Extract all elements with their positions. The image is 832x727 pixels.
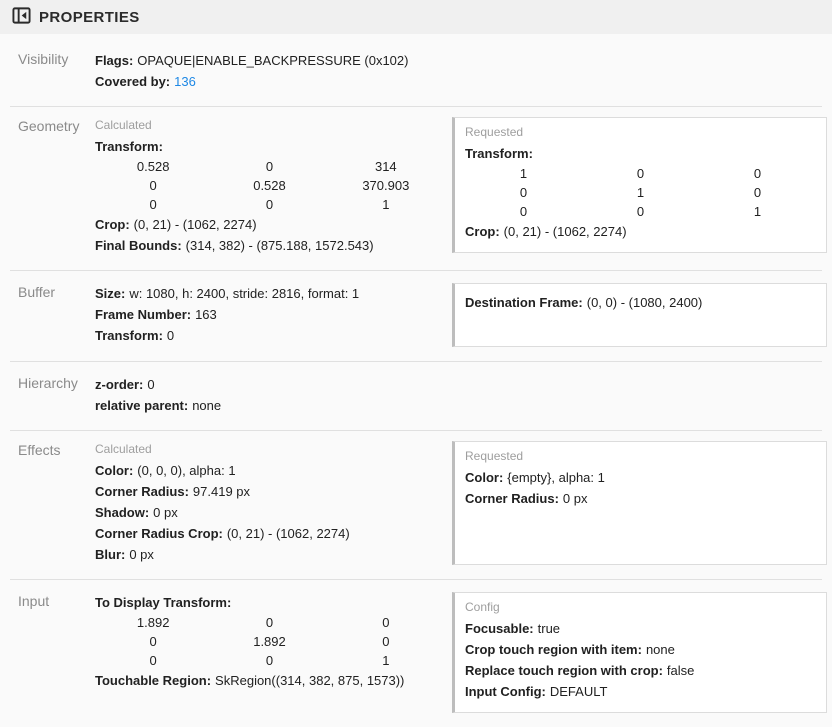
section-label-effects: Effects bbox=[18, 442, 61, 458]
section-label-input: Input bbox=[18, 593, 50, 609]
color-row: Color: (0, 0, 0), alpha: 1 bbox=[95, 463, 236, 478]
panel-toggle-icon bbox=[12, 6, 31, 28]
transform-row: Transform: 0 bbox=[95, 328, 175, 343]
to-display-transform-row: To Display Transform: bbox=[95, 595, 232, 610]
final-bounds-row: Final Bounds: (314, 382) - (875.188, 1572.543) bbox=[95, 238, 374, 253]
requested-caption: Requested bbox=[465, 449, 524, 463]
blur-row: Blur: 0 px bbox=[95, 547, 154, 562]
size-row: Size: w: 1080, h: 2400, stride: 2816, format: 1 bbox=[95, 286, 360, 301]
config-caption: Config bbox=[465, 600, 500, 614]
input-config-row: Input Config: DEFAULT bbox=[465, 684, 608, 699]
crop-touch-region-row: Crop touch region with item: none bbox=[465, 642, 675, 657]
input-config-card bbox=[452, 592, 827, 713]
section-label-hierarchy: Hierarchy bbox=[18, 375, 78, 391]
transform-row: Transform: bbox=[465, 146, 533, 161]
section-buffer bbox=[0, 271, 832, 361]
crop-row: Crop: (0, 21) - (1062, 2274) bbox=[95, 217, 257, 232]
section-input bbox=[0, 580, 832, 727]
frame-number-row: Frame Number: 163 bbox=[95, 307, 217, 322]
section-hierarchy bbox=[0, 362, 832, 430]
relative-parent-row: relative parent: none bbox=[95, 398, 222, 413]
calculated-caption: Calculated bbox=[95, 118, 152, 132]
calculated-caption: Calculated bbox=[95, 442, 152, 456]
section-visibility bbox=[0, 34, 832, 106]
shadow-row: Shadow: 0 px bbox=[95, 505, 178, 520]
corner-radius-row: Corner Radius: 97.419 px bbox=[95, 484, 251, 499]
covered-by-link[interactable]: 136 bbox=[174, 74, 196, 89]
covered-by-row: Covered by: 136 bbox=[95, 74, 196, 89]
section-geometry bbox=[0, 107, 832, 270]
section-label-buffer: Buffer bbox=[18, 284, 56, 300]
requested-transform-matrix: 1 0 0 0 1 0 0 0 1 bbox=[519, 166, 762, 219]
corner-radius-row: Corner Radius: 0 px bbox=[465, 491, 588, 506]
requested-effects-card bbox=[452, 441, 827, 565]
crop-row: Crop: (0, 21) - (1062, 2274) bbox=[465, 224, 627, 239]
to-display-transform-matrix: 1.892 0 0 0 1.892 0 0 0 1 bbox=[136, 615, 390, 668]
section-effects bbox=[0, 431, 832, 579]
calculated-transform-matrix: 0.528 0 314 0 0.528 370.903 0 0 1 bbox=[136, 159, 410, 212]
touchable-region-row: Touchable Region: SkRegion((314, 382, 875, 1573)) bbox=[95, 673, 405, 688]
replace-touch-region-row: Replace touch region with crop: false bbox=[465, 663, 695, 678]
requested-caption: Requested bbox=[465, 125, 524, 139]
requested-buffer-card bbox=[452, 283, 827, 347]
requested-geometry-card bbox=[452, 117, 827, 253]
transform-row: Transform: bbox=[95, 139, 163, 154]
focusable-row: Focusable: true bbox=[465, 621, 561, 636]
page-title: PROPERTIES bbox=[39, 8, 140, 26]
color-row: Color: {empty}, alpha: 1 bbox=[465, 470, 605, 485]
destination-frame-row: Destination Frame: (0, 0) - (1080, 2400) bbox=[465, 295, 703, 310]
flags-row: Flags: OPAQUE|ENABLE_BACKPRESSURE (0x102) bbox=[95, 53, 409, 68]
z-order-row: z-order: 0 bbox=[95, 377, 155, 392]
properties-header bbox=[0, 0, 832, 34]
panel-toggle-button[interactable] bbox=[12, 6, 31, 28]
section-label-geometry: Geometry bbox=[18, 118, 80, 134]
section-label-visibility: Visibility bbox=[18, 51, 69, 67]
corner-radius-crop-row: Corner Radius Crop: (0, 21) - (1062, 2274) bbox=[95, 526, 350, 541]
